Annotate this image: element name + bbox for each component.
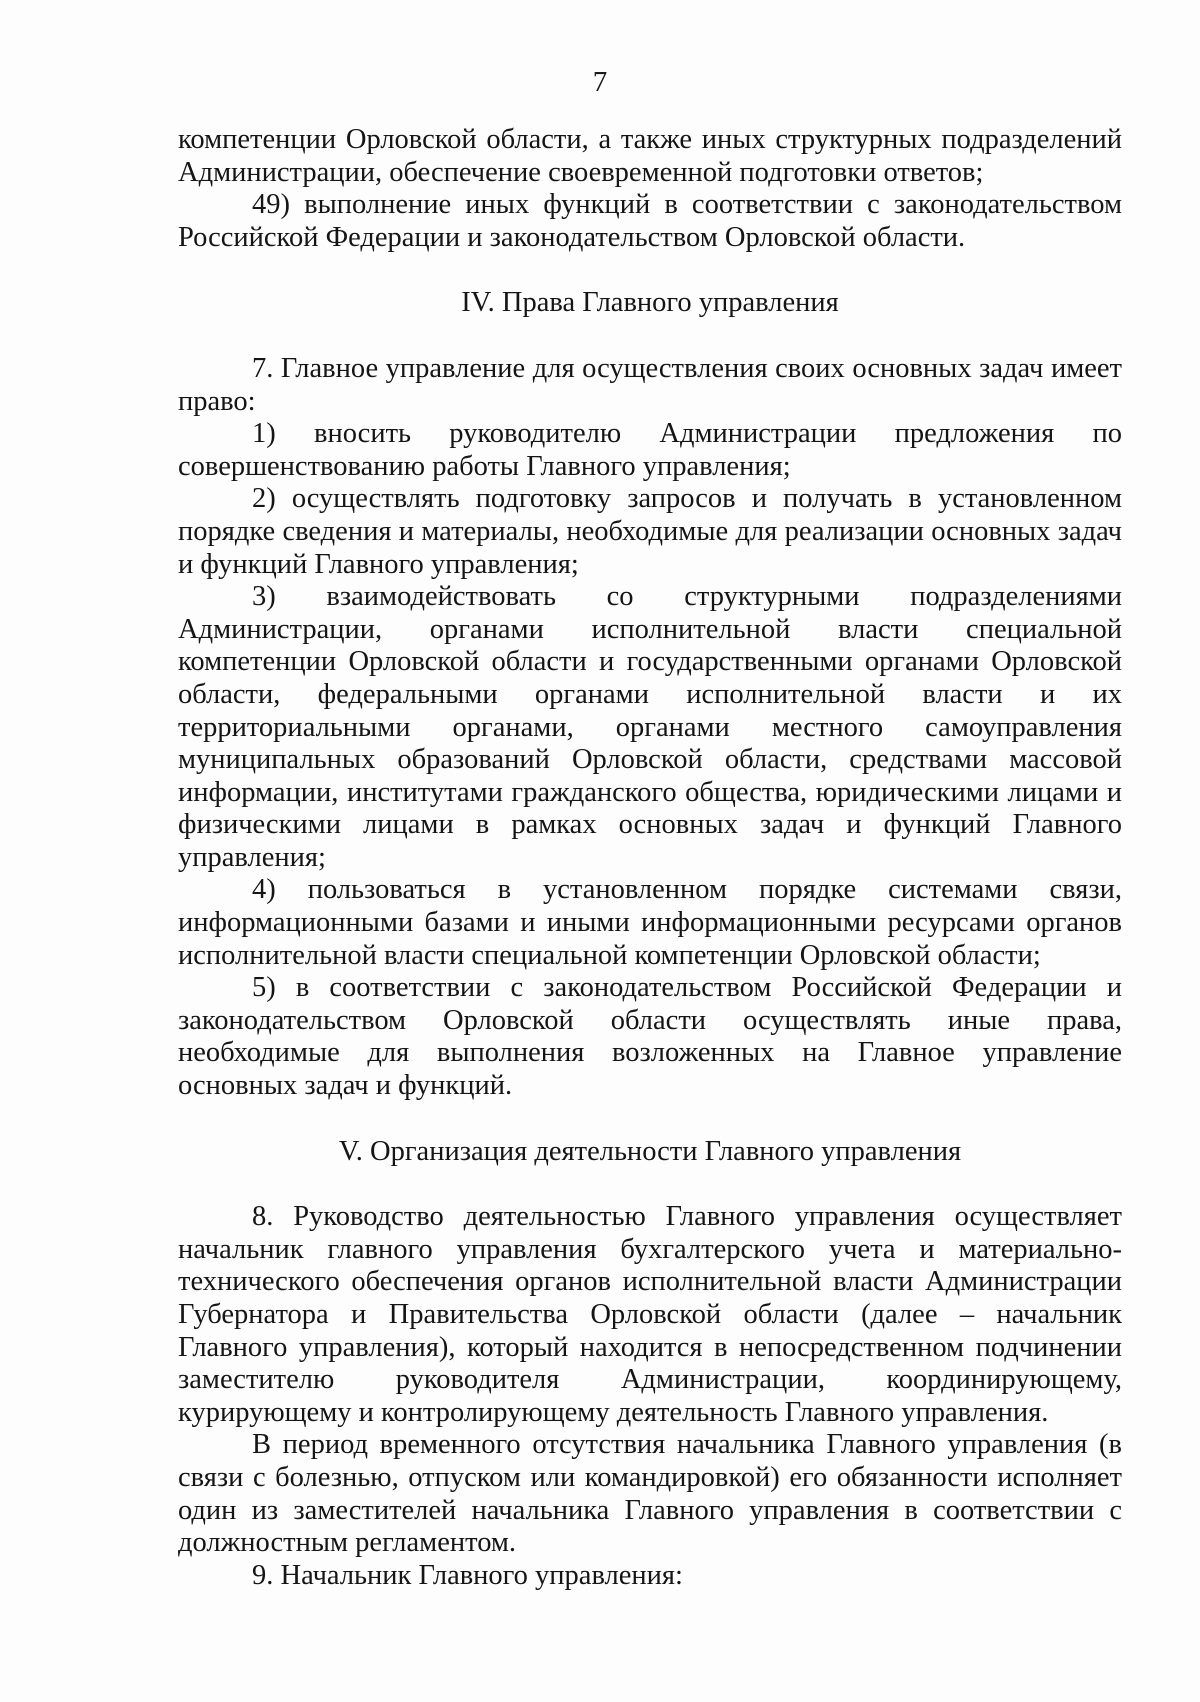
section-gap <box>178 1168 1122 1201</box>
absence-paragraph: В период временного отсутствия начальника Главного управления (в связи с болезнью, отпуском или командировкой) его обязанности исполняет один из заместителей начальника Главного управления в соответствии с должностным регламентом. <box>178 1429 1122 1559</box>
rights-item-5: 5) в соответствии с законодательством Российской Федерации и законодательством Орловской области осуществлять иные права, необходимые для выполнения возложенных на Главное управление основных задач и функций. <box>178 972 1122 1102</box>
rights-item-3: 3) взаимодействовать со структурными подразделениями Администрации, органами исполнительной власти специальной компетенции Орловской области и государственными органами Орловской области, федеральными органами исполнительной власти и их территориальными органами, органами местного самоуправления муниципальных образований Орловской области, средствами массовой информации, институтами гражданского общества, юридическими лицами и физическими лицами в рамках основных задач и функций Главного управления; <box>178 581 1122 873</box>
item-49-paragraph: 49) выполнение иных функций в соответствии с законодательством Российской Федерации и законодательством Орловской области. <box>178 189 1122 253</box>
document-body <box>178 124 1122 1592</box>
rights-item-2: 2) осуществлять подготовку запросов и получать в установленном порядке сведения и материалы, необходимые для реализации основных задач и функций Главного управления; <box>178 483 1122 580</box>
paragraph-8: 8. Руководство деятельностью Главного управления осуществляет начальник главного управления бухгалтерского учета и материально-технического обеспечения органов исполнительной власти Администрации Губернатора и Правительства Орловской области (далее – начальник Главного управления), который находится в непосредственном подчинении заместителю руководителя Администрации, координирующему, курирующему и контролирующему деятельность Главного управления. <box>178 1201 1122 1428</box>
continuation-paragraph: компетенции Орловской области, а также иных структурных подразделений Администрации, обеспечение своевременной подготовки ответов; <box>178 124 1122 188</box>
page-number: 7 <box>592 66 608 98</box>
section-gap <box>178 254 1122 287</box>
rights-item-4: 4) пользоваться в установленном порядке системами связи, информационными базами и иными информационными ресурсами органов исполнительной власти специальной компетенции Орловской области; <box>178 874 1122 971</box>
section-iv-intro: 7. Главное управление для осуществления своих основных задач имеет право: <box>178 352 1122 417</box>
section-gap <box>178 320 1122 353</box>
section-v-heading: V. Организация деятельности Главного управления <box>338 1135 962 1167</box>
section-gap <box>178 1103 1122 1136</box>
paragraph-9: 9. Начальник Главного управления: <box>252 1559 683 1591</box>
section-iv-heading: IV. Права Главного управления <box>461 287 839 319</box>
rights-item-1: 1) вносить руководителю Администрации предложения по совершенствованию работы Главного управления; <box>178 418 1122 482</box>
